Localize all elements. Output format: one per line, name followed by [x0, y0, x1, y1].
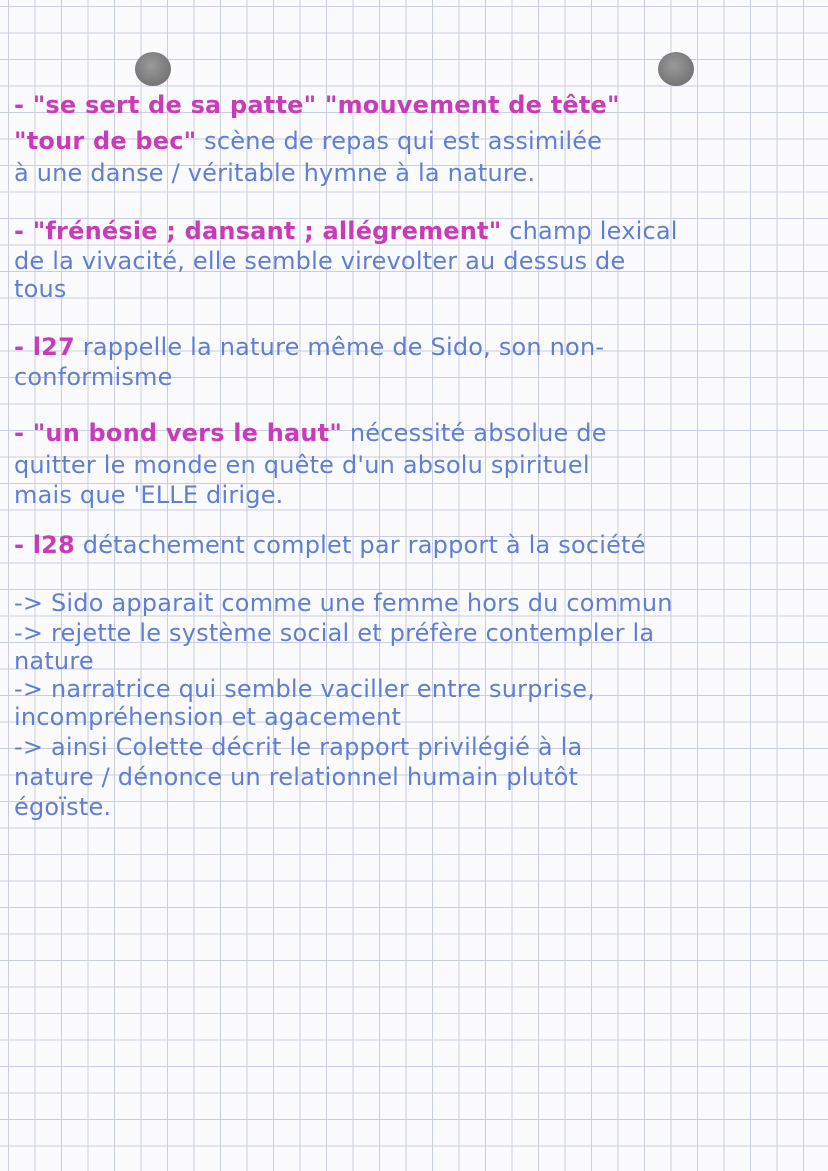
note-text: quitter le monde en quête d'un absolu spirituel — [14, 451, 590, 479]
note-text: nature / dénonce un relationnel humain plutôt — [14, 763, 579, 791]
note-text: de la vivacité, elle semble virevolter au dessus de — [14, 247, 626, 275]
note-text: tous — [14, 275, 67, 303]
note-text: nécessité absolue de — [342, 419, 607, 447]
note-quote: "tour de bec" — [14, 127, 197, 155]
binder-hole-left — [135, 52, 171, 86]
note-text: à une danse / véritable hymne à la nature. — [14, 159, 536, 187]
note-line — [14, 218, 818, 244]
note-text: nature — [14, 647, 94, 675]
note-text: mais que 'ELLE dirige. — [14, 481, 284, 509]
note-line — [14, 276, 818, 302]
note-text: -> rejette le système social et préfère contempler la — [14, 619, 655, 647]
conclusion-line — [14, 734, 818, 760]
note-quote: - "un bond vers le haut" — [14, 419, 343, 447]
conclusion-line — [14, 590, 818, 616]
note-text: champ lexical — [501, 217, 678, 245]
note-text: détachement complet par rapport à la société — [74, 531, 646, 559]
conclusion-line — [14, 704, 818, 730]
note-line — [14, 482, 818, 508]
note-line — [14, 452, 818, 478]
note-line — [14, 160, 818, 186]
note-line — [14, 128, 818, 154]
conclusion-line — [14, 764, 818, 790]
note-text: égoïste. — [14, 793, 112, 821]
note-text: -> Sido apparait comme une femme hors du commun — [14, 589, 673, 617]
note-line — [14, 248, 818, 274]
note-line — [14, 420, 818, 446]
note-quote: - "frénésie ; dansant ; allégrement" — [14, 217, 502, 245]
note-line — [14, 92, 818, 118]
note-text: -> narratrice qui semble vaciller entre surprise, — [14, 675, 596, 703]
note-quote: - "se sert de sa patte" "mouvement de tête" — [14, 91, 620, 119]
conclusion-line — [14, 620, 818, 646]
note-quote: - l28 — [14, 531, 75, 559]
note-text: scène de repas qui est assimilée — [196, 127, 603, 155]
note-line — [14, 334, 818, 360]
note-text: incompréhension et agacement — [14, 703, 402, 731]
conclusion-line — [14, 676, 818, 702]
binder-hole-right — [658, 52, 694, 86]
note-line — [14, 532, 818, 558]
conclusion-line — [14, 648, 818, 674]
note-text: -> ainsi Colette décrit le rapport privilégié à la — [14, 733, 583, 761]
conclusion-line — [14, 794, 818, 820]
note-text: conformisme — [14, 363, 173, 391]
note-quote: - l27 — [14, 333, 75, 361]
note-text: rappelle la nature même de Sido, son non- — [74, 333, 605, 361]
note-line — [14, 364, 818, 390]
